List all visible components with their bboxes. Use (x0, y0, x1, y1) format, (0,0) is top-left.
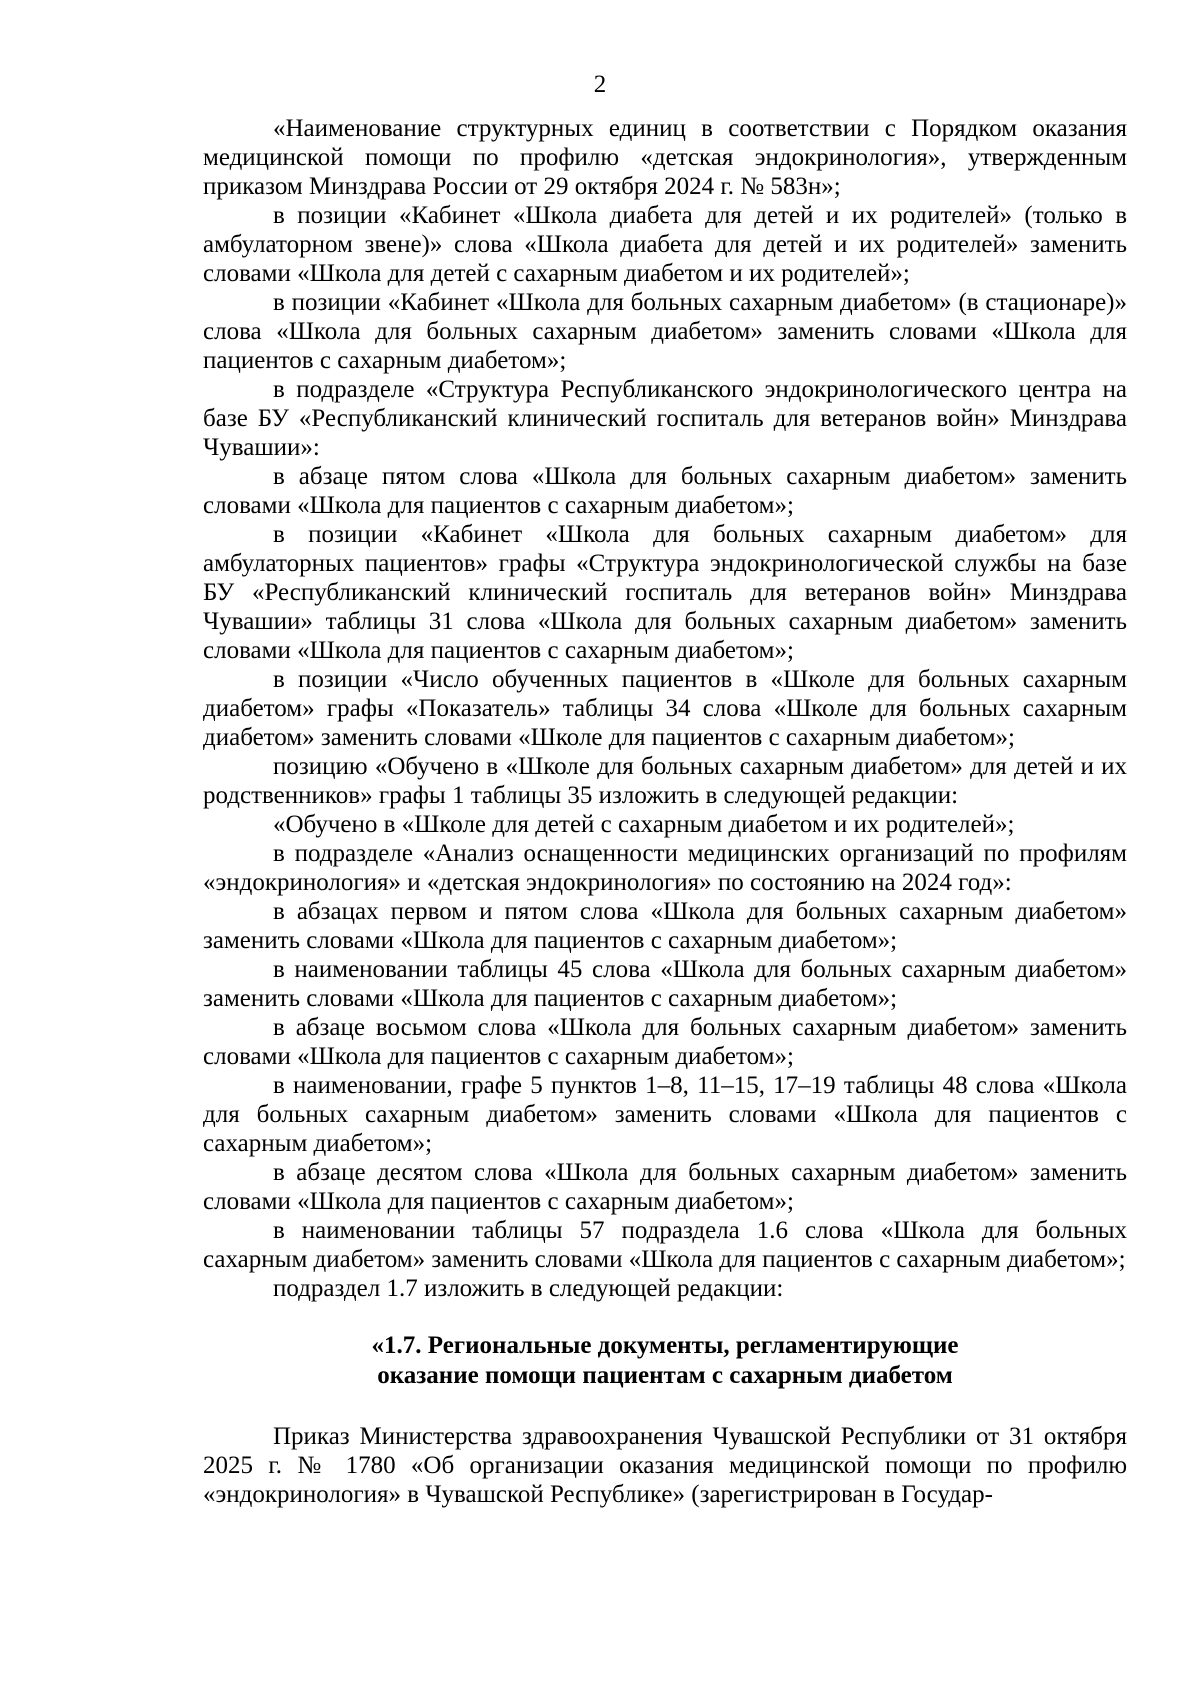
paragraph: в абзаце десятом слова «Школа для больных сахарным диабетом» заменить словами «Школа для пациентов с сахарным диабетом»; (203, 1159, 1127, 1215)
paragraph: в абзаце восьмом слова «Школа для больных сахарным диабетом» заменить словами «Школа для пациентов с сахарным диабетом»; (203, 1014, 1127, 1070)
paragraph: в наименовании, графе 5 пунктов 1–8, 11–15, 17–19 таблицы 48 слова «Школа для больных сахарным диабетом» заменить словами «Школа для пациентов с сахарным диабетом»; (203, 1072, 1127, 1157)
paragraph: в позиции «Кабинет «Школа диабета для детей и их родителей» (только в амбулаторном звене)» слова «Школа диабета для детей и их родителей» заменить словами «Школа для детей с сахарным диабетом и их родителей»; (203, 202, 1127, 287)
page-number: 2 (593, 71, 607, 98)
paragraph: в наименовании таблицы 57 подраздела 1.6 слова «Школа для больных сахарным диабетом» заменить словами «Школа для пациентов с сахарным диабетом»; (203, 1217, 1127, 1273)
paragraph: в наименовании таблицы 45 слова «Школа для больных сахарным диабетом» заменить словами «Школа для пациентов с сахарным диабетом»; (203, 956, 1127, 1012)
paragraph: в позиции «Кабинет «Школа для больных сахарным диабетом» (в стационаре)» слова «Школа для больных сахарным диабетом» заменить словами «Школа для пациентов с сахарным диабетом»; (203, 289, 1127, 374)
section-heading-line: «1.7. Региональные документы, регламентирующие (371, 1332, 959, 1359)
paragraph: в абзаце пятом слова «Школа для больных сахарным диабетом» заменить словами «Школа для пациентов с сахарным диабетом»; (203, 463, 1127, 519)
paragraph: позицию «Обучено в «Школе для больных сахарным диабетом» для детей и их родственников» графы 1 таблицы 35 изложить в следующей редакции: (203, 753, 1127, 809)
paragraph: Приказ Министерства здравоохранения Чувашской Республики от 31 октября 2025 г. № 1780 «Об организации оказания медицинской помощи по профилю «эндокринология» в Чувашской Республике» (зарегистрирован в Государ- (203, 1423, 1127, 1508)
paragraph: подраздел 1.7 изложить в следующей редакции: (273, 1275, 784, 1302)
paragraph: в подразделе «Анализ оснащенности медицинских организаций по профилям «эндокринология» и «детская эндокринология» по состоянию на 2024 год»: (203, 840, 1127, 896)
section-heading-line: оказание помощи пациентам с сахарным диабетом (377, 1362, 953, 1389)
paragraph: в подразделе «Структура Республиканского эндокринологического центра на базе БУ «Республиканский клинический госпиталь для ветеранов войн» Минздрава Чувашии»: (203, 376, 1127, 461)
paragraph: «Наименование структурных единиц в соответствии с Порядком оказания медицинской помощи по профилю «детская эндокринология», утвержденным приказом Минздрава России от 29 октября 2024 г. № 583н»; (203, 115, 1127, 200)
section-heading (203, 1331, 1127, 1391)
document-body (203, 114, 1127, 1509)
paragraph: в позиции «Число обученных пациентов в «Школе для больных сахарным диабетом» графы «Показатель» таблицы 34 слова «Школе для больных сахарным диабетом» заменить словами «Школе для пациентов с сахарным диабетом»; (203, 666, 1127, 751)
paragraph: «Обучено в «Школе для детей с сахарным диабетом и их родителей»; (273, 811, 1015, 838)
paragraph: в позиции «Кабинет «Школа для больных сахарным диабетом» для амбулаторных пациентов» графы «Структура эндокринологической службы на базе БУ «Республиканский клинический госпиталь для ветеранов войн» Минздрава Чувашии» таблицы 31 слова «Школа для больных сахарным диабетом» заменить словами «Школа для пациентов с сахарным диабетом»; (203, 521, 1127, 664)
paragraph: в абзацах первом и пятом слова «Школа для больных сахарным диабетом» заменить словами «Школа для пациентов с сахарным диабетом»; (203, 898, 1127, 954)
